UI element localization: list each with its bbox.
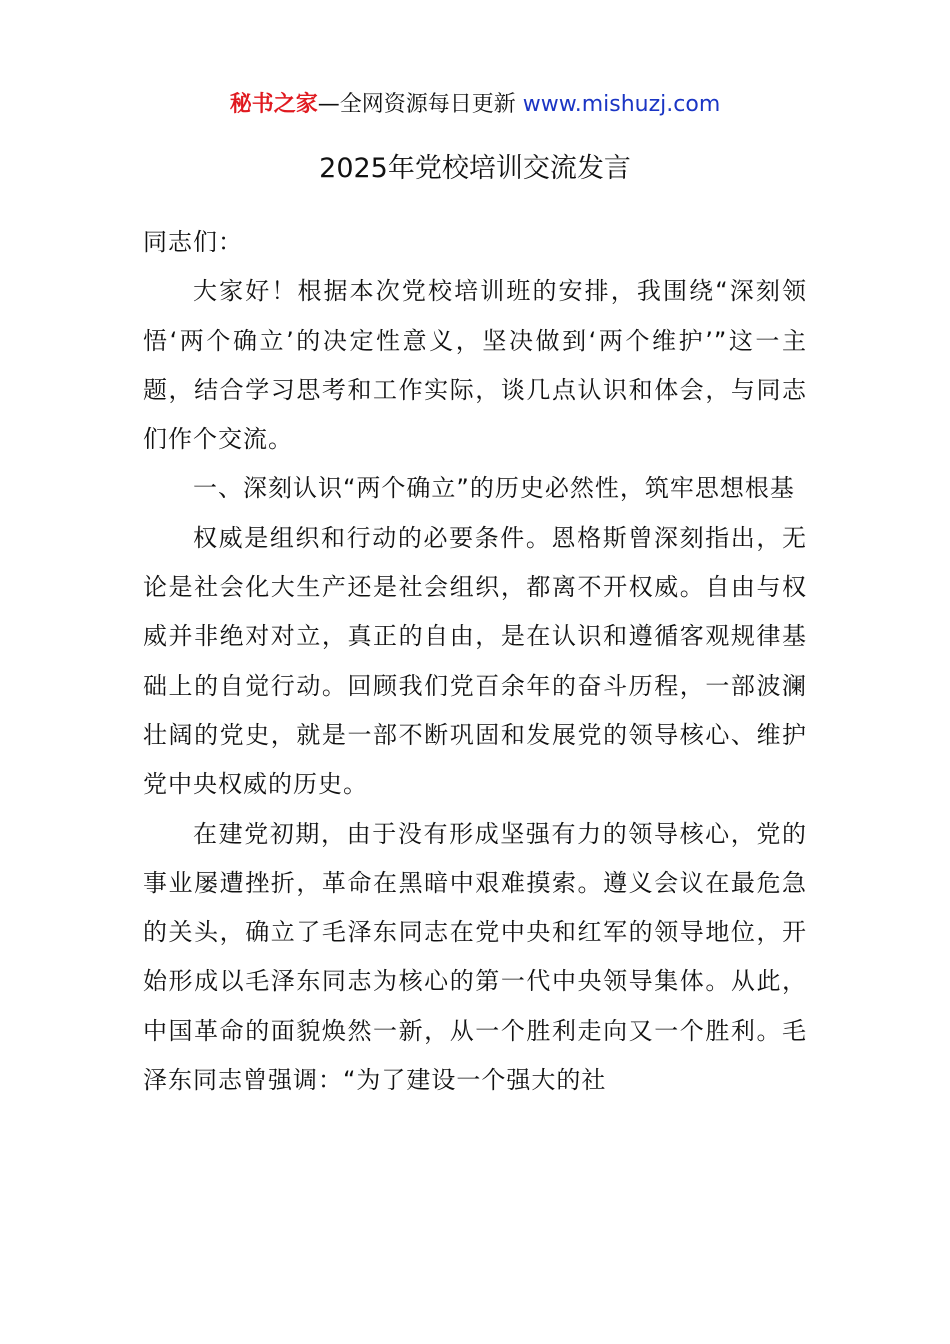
- site-link[interactable]: www.mishuzj.com: [522, 92, 721, 117]
- paragraph: 权威是组织和行动的必要条件。恩格斯曾深刻指出，无论是社会化大生产还是社会组织，都离不开权威。自由与权威并非绝对对立，真正的自由，是在认识和遵循客观规律基础上的自觉行动。回顾我们党百余年的奋斗历程，一部波澜壮阔的党史，就是一部不断巩固和发展党的领导核心、维护党中央权威的历史。: [143, 523, 807, 799]
- salutation: 同志们：: [143, 228, 243, 256]
- watermark-header: [0, 88, 950, 122]
- paragraph-intro: 大家好！根据本次党校培训班的安排，我围绕“深刻领悟‘两个确立’的决定性意义，坚决做到‘两个维护’”这一主题，结合学习思考和工作实际，谈几点认识和体会，与同志们作个交流。: [143, 277, 807, 454]
- header-tagline: —全网资源每日更新: [317, 92, 523, 117]
- section-heading: 一、深刻认识“两个确立”的历史必然性，筑牢思想根基: [193, 474, 795, 503]
- document-title: 2025年党校培训交流发言: [319, 153, 631, 184]
- brand-name: 秘书之家: [229, 92, 318, 117]
- paragraph: 在建党初期，由于没有形成坚强有力的领导核心，党的事业屡遭挫折，革命在黑暗中艰难摸索。遵义会议在最危急的关头，确立了毛泽东同志在党中央和红军的领导地位，开始形成以毛泽东同志为核心的第一代中央领导集体。从此，中国革命的面貌焕然一新，从一个胜利走向又一个胜利。毛泽东同志曾强调：“为了建设一个强大的社: [143, 819, 807, 1095]
- document-body: [143, 218, 807, 1105]
